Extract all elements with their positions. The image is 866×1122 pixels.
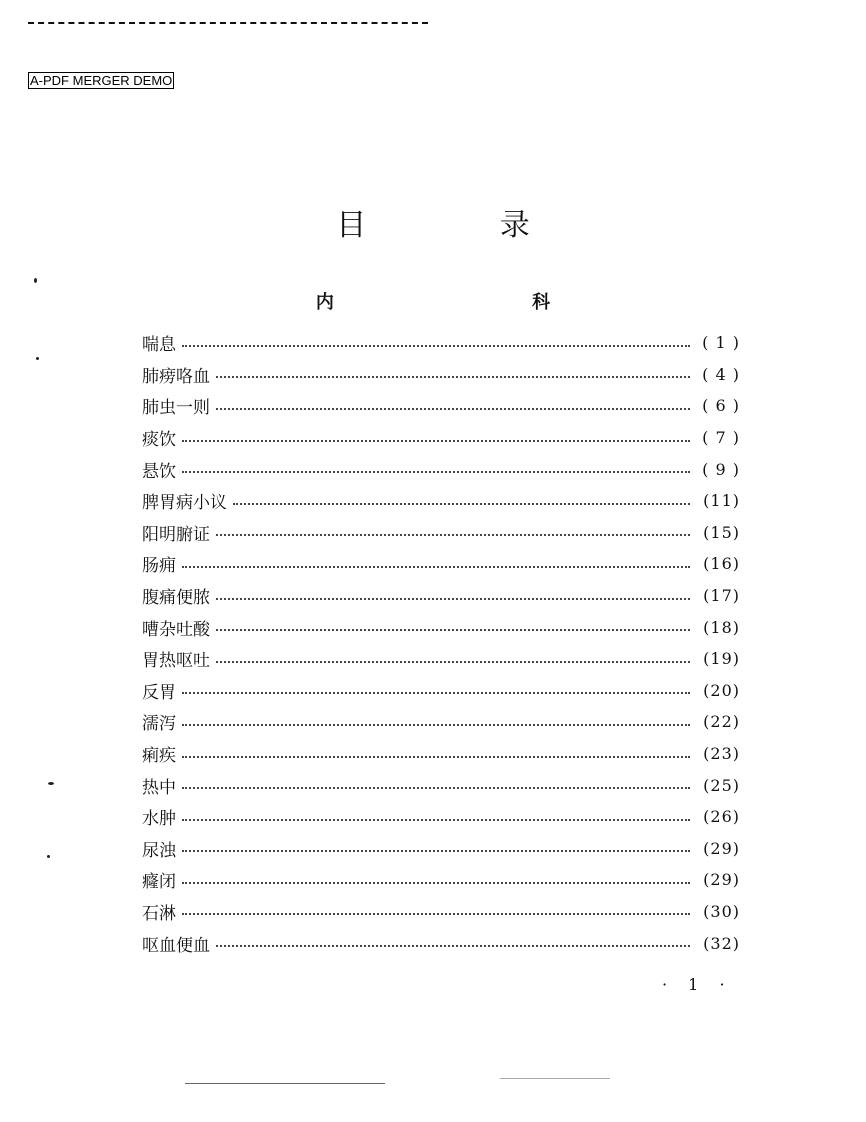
dot-leader: [216, 376, 690, 378]
entry-title: 水肿: [142, 809, 176, 830]
toc-entry[interactable]: [142, 833, 740, 865]
scan-speck: [36, 357, 39, 360]
entry-title: 脾胃病小议: [142, 493, 227, 514]
merger-watermark: A-PDF MERGER DEMO: [30, 73, 173, 88]
dot-leader: [182, 471, 690, 473]
toc-entry[interactable]: [142, 327, 740, 359]
table-of-contents: [142, 327, 740, 959]
scan-speck: [34, 278, 37, 283]
section-heading: 内 科: [315, 292, 647, 313]
dot-leader: [182, 566, 690, 568]
dot-leader: [182, 692, 690, 694]
entry-title: 热中: [142, 777, 176, 798]
dot-leader: [182, 819, 690, 821]
entry-title: 呕血便血: [142, 935, 210, 956]
toc-entry[interactable]: [142, 927, 740, 959]
entry-page: (25): [703, 775, 740, 795]
entry-page: (22): [703, 712, 740, 732]
toc-entry[interactable]: [142, 548, 740, 580]
entry-page: (30): [703, 901, 740, 921]
toc-entry[interactable]: [142, 643, 740, 675]
entry-page: ( 6 ): [702, 396, 740, 416]
scan-speck: [47, 855, 50, 858]
entry-page: (11): [703, 491, 740, 511]
toc-entry[interactable]: [142, 390, 740, 422]
entry-title: 痰饮: [142, 430, 176, 451]
toc-entry[interactable]: [142, 675, 740, 707]
dot-leader: [182, 756, 690, 758]
entry-page: (19): [703, 649, 740, 669]
dot-leader: [216, 408, 690, 410]
toc-entry[interactable]: [142, 611, 740, 643]
entry-title: 濡泻: [142, 714, 176, 735]
toc-entry[interactable]: [142, 738, 740, 770]
dot-leader: [216, 945, 690, 947]
dot-leader: [216, 598, 690, 600]
entry-title: 肺痨咯血: [142, 366, 210, 387]
toc-entry[interactable]: [142, 801, 740, 833]
entry-title: 腹痛便脓: [142, 588, 210, 609]
toc-entry[interactable]: [142, 359, 740, 391]
dot-leader: [182, 787, 690, 789]
dot-leader: [216, 629, 690, 631]
entry-page: (23): [703, 744, 740, 764]
scan-line: [500, 1078, 610, 1079]
toc-entry[interactable]: [142, 580, 740, 612]
scan-speck: [48, 782, 54, 785]
toc-entry[interactable]: [142, 453, 740, 485]
dot-leader: [233, 503, 690, 505]
entry-title: 悬饮: [142, 461, 176, 482]
dot-leader: [182, 913, 690, 915]
dot-leader: [216, 534, 690, 536]
entry-page: (17): [703, 586, 740, 606]
toc-entry[interactable]: [142, 422, 740, 454]
dot-leader: [182, 724, 690, 726]
entry-title: 胃热呕吐: [142, 651, 210, 672]
entry-title: 喘息: [142, 335, 176, 356]
entry-page: ( 9 ): [702, 459, 740, 479]
entry-title: 石淋: [142, 903, 176, 924]
entry-title: 肠痈: [142, 556, 176, 577]
entry-page: (32): [703, 933, 740, 953]
entry-title: 反胃: [142, 682, 176, 703]
entry-page: ( 7 ): [702, 428, 740, 448]
entry-page: ( 1 ): [702, 333, 740, 353]
dot-leader: [216, 661, 690, 663]
entry-page: (15): [703, 522, 740, 542]
page-number: · 1 ·: [662, 975, 733, 994]
entry-page: (18): [703, 617, 740, 637]
entry-page: (29): [703, 870, 740, 890]
scan-line: [185, 1083, 385, 1084]
dot-leader: [182, 345, 690, 347]
entry-title: 阳明腑证: [142, 524, 210, 545]
dot-leader: [182, 440, 690, 442]
entry-title: 肺虫一则: [142, 398, 210, 419]
entry-title: 嘈杂吐酸: [142, 619, 210, 640]
toc-entry[interactable]: [142, 769, 740, 801]
entry-page: (29): [703, 838, 740, 858]
entry-title: 尿浊: [142, 840, 176, 861]
top-dash-rule: [28, 22, 428, 28]
entry-title: 痢疾: [142, 746, 176, 767]
toc-entry[interactable]: [142, 896, 740, 928]
toc-entry[interactable]: [142, 517, 740, 549]
toc-entry[interactable]: [142, 485, 740, 517]
entry-page: (16): [703, 554, 740, 574]
dot-leader: [182, 850, 690, 852]
entry-title: 癃闭: [142, 872, 176, 893]
entry-page: (26): [703, 807, 740, 827]
toc-entry[interactable]: [142, 864, 740, 896]
page-title: 目 录: [336, 208, 592, 243]
toc-entry[interactable]: [142, 706, 740, 738]
entry-page: (20): [703, 680, 740, 700]
dot-leader: [182, 882, 690, 884]
entry-page: ( 4 ): [702, 364, 740, 384]
